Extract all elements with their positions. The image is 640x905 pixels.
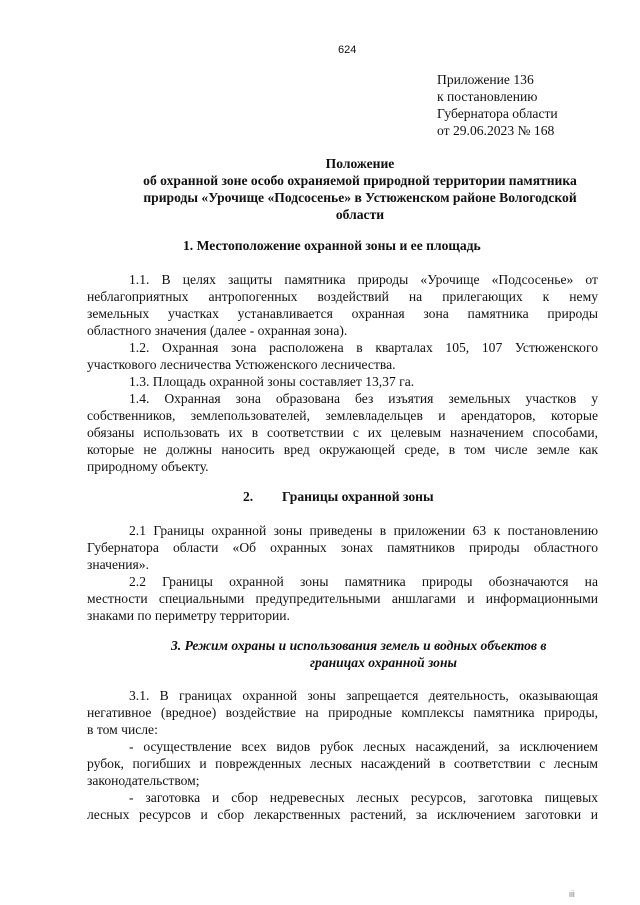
paragraph-line: Губернатора области «Об охранных зонах памятников природы областного <box>87 540 598 555</box>
paragraph-line: земельных участках устанавливается охранная зона памятника природы <box>87 306 598 321</box>
paragraph-line: собственников, землепользователей, землевладельцев и арендаторов, которые <box>87 408 598 423</box>
paragraph-line: - осуществление всех видов рубок лесных насаждений, за исключением <box>129 739 598 754</box>
paragraph-line: знаками по периметру территории. <box>87 608 290 623</box>
document-title: Положение <box>325 156 395 171</box>
paragraph-line: - заготовка и сбор недревесных лесных ресурсов, заготовка пищевых <box>129 790 598 805</box>
footer-mark: Iİİ <box>569 892 575 899</box>
page-number: 624 <box>338 44 357 56</box>
paragraph-line: участкового лесничества Устюженского лесничества. <box>87 357 396 372</box>
paragraph-line: которые не должны наносить вред окружающей среде, в том числе земле как <box>87 442 598 457</box>
paragraph-line: негативное (вредное) воздействие на природные комплексы памятника природы, <box>87 705 598 720</box>
paragraph-line: 1.2. Охранная зона расположена в кварталах 105, 107 Устюженского <box>129 340 598 355</box>
paragraph-line: 2.1 Границы охранной зоны приведены в приложении 63 к постановлению <box>129 523 598 538</box>
paragraph-line: областного значения (далее - охранная зона). <box>87 323 348 338</box>
document-title: природы «Урочище «Подсосенье» в Устюженском районе Вологодской <box>143 190 577 205</box>
paragraph-line: 1.3. Площадь охранной зоны составляет 13,37 га. <box>129 374 415 389</box>
paragraph-line: 1.1. В целях защиты памятника природы «Урочище «Подсосенье» от <box>129 272 598 287</box>
paragraph-line: 3.1. В границах охранной зоны запрещается деятельность, оказывающая <box>129 688 598 703</box>
section-heading: границах охранной зоны <box>310 655 457 670</box>
paragraph-line: в том числе: <box>87 722 158 737</box>
section-number: 2. <box>243 489 254 504</box>
document-title: области <box>335 207 385 222</box>
appendix-line: Приложение 136 <box>437 72 534 87</box>
section-heading: Границы охранной зоны <box>282 489 434 504</box>
paragraph-line: значения». <box>87 557 150 572</box>
paragraph-line: природному объекту. <box>87 459 209 474</box>
document-title: об охранной зоне особо охраняемой природной территории памятника <box>143 173 577 188</box>
paragraph-line: законодательством; <box>87 773 200 788</box>
paragraph-line: 2.2 Границы охранной зоны памятника природы обозначаются на <box>129 574 598 589</box>
section-heading: 1. Местоположение охранной зоны и ее площадь <box>183 238 481 253</box>
appendix-line: к постановлению <box>437 89 538 104</box>
section-heading: 3. Режим охраны и использования земель и водных объектов в <box>171 638 547 653</box>
paragraph-line: местности специальными предупредительными аншлагами и информационными <box>87 591 598 606</box>
paragraph-line: 1.4. Охранная зона образована без изъятия земельных участков у <box>129 391 598 406</box>
appendix-line: Губернатора области <box>437 106 558 121</box>
paragraph-line: неблагоприятных антропогенных воздействий на прилегающих к нему <box>87 289 598 304</box>
appendix-line: от 29.06.2023 № 168 <box>437 123 555 138</box>
paragraph-line: лесных ресурсов и сбор лекарственных растений, за исключением заготовки и <box>87 807 598 822</box>
paragraph-line: обязаны использовать их в соответствии с их целевым назначением способами, <box>87 425 598 440</box>
paragraph-line: рубок, погибших и поврежденных лесных насаждений в соответствии с лесным <box>87 756 598 771</box>
